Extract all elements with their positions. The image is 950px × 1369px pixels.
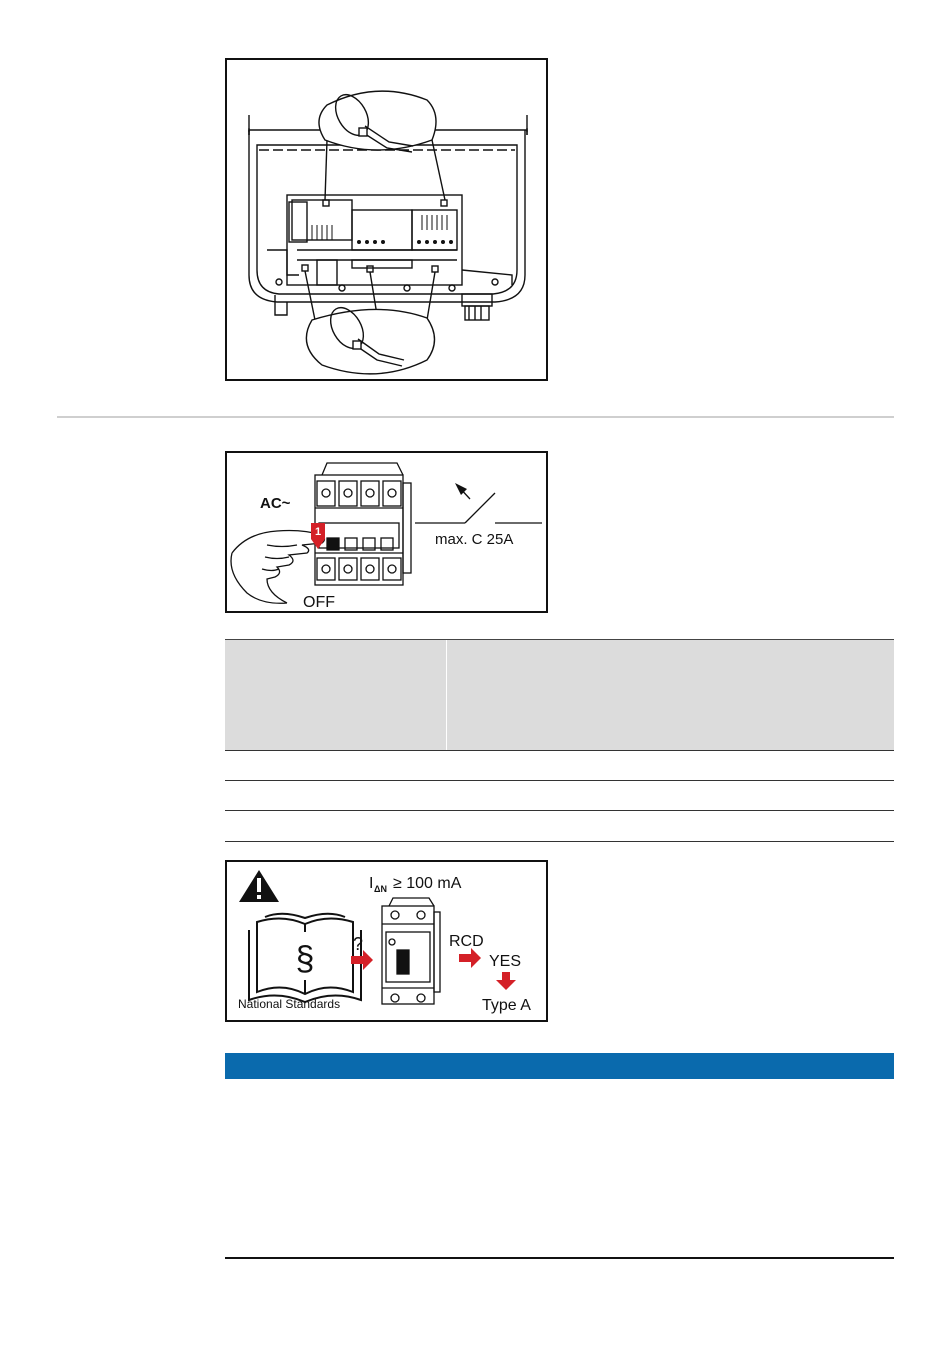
off-label: OFF	[303, 594, 335, 611]
table-column-separator	[446, 640, 447, 750]
circuit-breaker-illustration	[227, 453, 546, 611]
rcd-label: RCD	[449, 933, 484, 950]
arrow-down-icon	[496, 972, 516, 990]
table-row-line	[225, 750, 894, 751]
rcd-device	[382, 898, 440, 1004]
national-standards-label: National Standards	[238, 997, 341, 1011]
current-subscript: ΔN	[374, 884, 387, 894]
max-rating-label: max. C 25A	[435, 531, 514, 548]
table-row-line	[225, 810, 894, 811]
ac-label: AC~	[260, 495, 291, 512]
cable-tie-illustration	[227, 60, 546, 379]
circuit-breaker-figure	[225, 451, 548, 613]
table-row-line	[225, 780, 894, 781]
arrow-right-icon	[459, 948, 481, 968]
section-symbol: §	[295, 940, 315, 978]
rcd-figure	[225, 860, 548, 1022]
cable-tie-figure	[225, 58, 548, 381]
section-divider	[57, 416, 894, 418]
current-symbol: I	[369, 875, 374, 892]
table-row-line	[225, 841, 894, 842]
current-threshold: ≥ 100 mA	[393, 875, 462, 892]
yes-label: YES	[489, 953, 522, 970]
type-a-label: Type A	[482, 997, 531, 1014]
page-footer-rule	[225, 1257, 894, 1259]
rcd-illustration	[227, 862, 546, 1020]
table-header-row	[225, 639, 894, 751]
step-number: 1	[314, 526, 322, 538]
question-mark: ?	[353, 934, 364, 954]
note-header-bar	[225, 1053, 894, 1079]
